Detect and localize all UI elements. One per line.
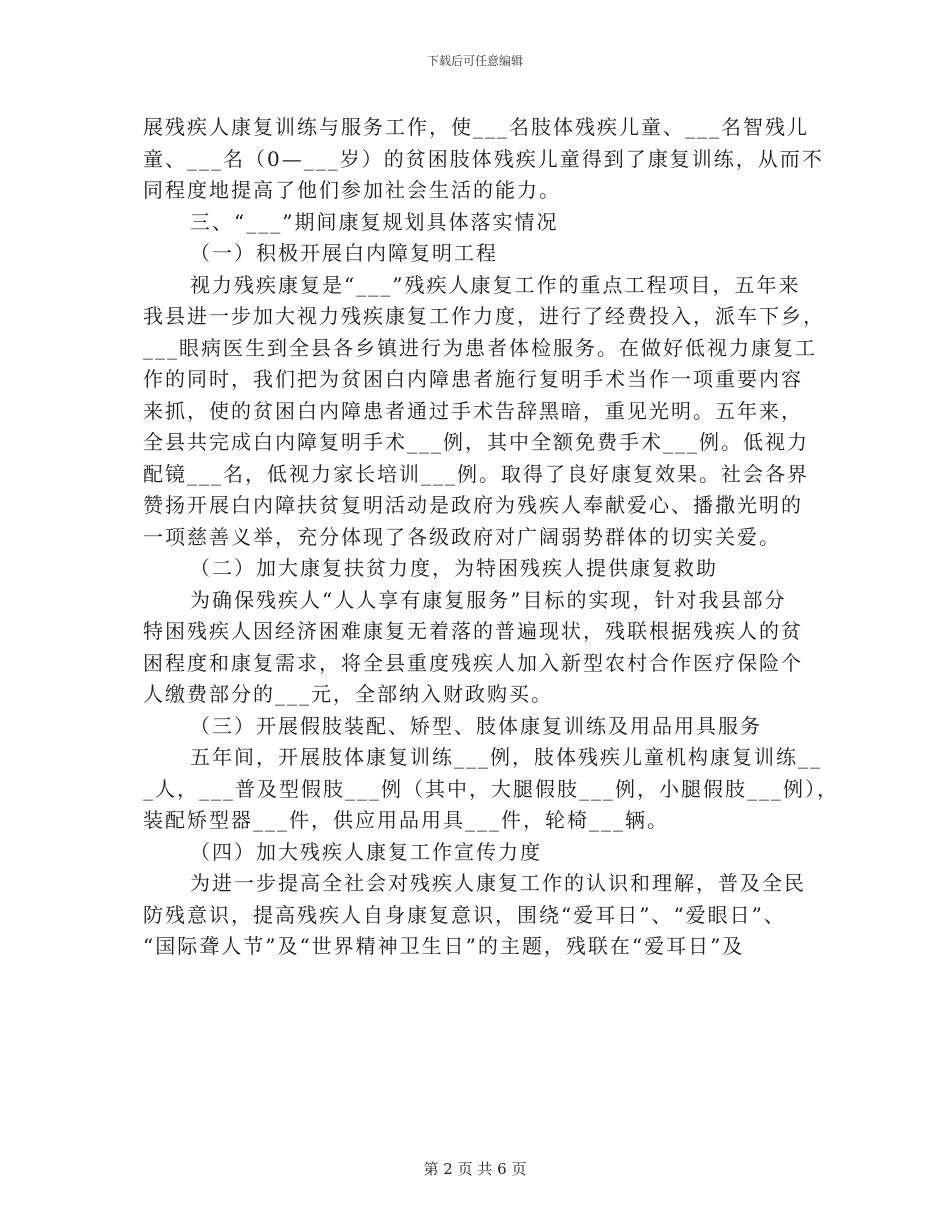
text-line: 一项慈善义举，充分体现了各级政府对广阔弱势群体的切实关爱。: [143, 524, 781, 549]
text-line: ___眼病医生到全县各乡镇进行为患者体检服务。在做好低视力康复工: [143, 335, 817, 360]
document-body: [143, 112, 839, 963]
text-line: 装配矫型器___件，供应用品用具___件，轮椅___辆。: [143, 808, 669, 832]
text-line: “国际聋人节”及“世界精神卫生日”的主题，残联在“爱耳日”及: [143, 934, 745, 958]
text-line: 五年间，开展肢体康复训练___例，肢体残疾儿童机构康复训练__: [190, 745, 822, 769]
page-footer: 第 2 页 共 6 页: [423, 1160, 527, 1178]
text-line: 防残意识，提高残疾人自身康复意识，围绕“爱耳日”、“爱眼日”、: [143, 902, 786, 927]
text-line: 人缴费部分的___元，全部纳入财政购买。: [143, 682, 553, 706]
page-header: 下载后可任意编辑: [426, 54, 523, 68]
text-line: 作的同时，我们把为贫困白内障患者施行复明手术当作一项重要内容: [143, 367, 803, 391]
text-line: 三、“___”期间康复规划具体落实情况: [190, 209, 559, 234]
text-line: 赞扬开展白内障扶贫复明活动是政府为残疾人奉献爱心、播撒光明的: [143, 493, 803, 517]
text-line: 展残疾人康复训练与服务工作，使___名肢体残疾儿童、___名智残儿: [143, 115, 809, 139]
text-line: 为确保残疾人“人人享有康复服务”目标的实现，针对我县部分: [190, 587, 787, 612]
text-line: 童、___名（0—___岁）的贫困肢体残疾儿童得到了康复训练，从而不: [143, 146, 824, 171]
text-line: 全县共完成白内障复明手术___例，其中全额免费手术___例。低视力: [143, 430, 809, 454]
text-line: 来抓，使的贫困白内障患者通过手术告辞黑暗，重见光明。五年来，: [143, 398, 803, 423]
text-line: （一）积极开展白内障复明工程: [190, 241, 498, 265]
text-line: _人，___普及型假肢___例（其中，大腿假肢___例，小腿假肢___例），: [143, 776, 839, 801]
text-line: （二）加大康复扶贫力度，为特困残疾人提供康复救助: [190, 556, 718, 580]
text-line: 同程度地提高了他们参加社会生活的能力。: [143, 178, 561, 202]
text-line: 困程度和康复需求，将全县重度残疾人加入新型农村合作医疗保险个: [143, 650, 803, 675]
text-line: 特困残疾人因经济困难康复无着落的普遍现状，残联根据残疾人的贫: [143, 619, 803, 643]
text-line: （三）开展假肢装配、矫型、肢体康复训练及用品用具服务: [190, 713, 762, 738]
text-line: （四）加大残疾人康复工作宣传力度: [190, 839, 542, 864]
text-line: 为进一步提高全社会对残疾人康复工作的认识和理解，普及全民: [190, 871, 806, 895]
text-line: 视力残疾康复是“___”残疾人康复工作的重点工程项目，五年来: [190, 272, 801, 297]
text-line: 配镜___名，低视力家长培训___例。取得了良好康复效果。社会各界: [143, 461, 809, 486]
text-line: 我县进一步加大视力残疾康复工作力度，进行了经费投入，派车下乡，: [143, 304, 825, 328]
